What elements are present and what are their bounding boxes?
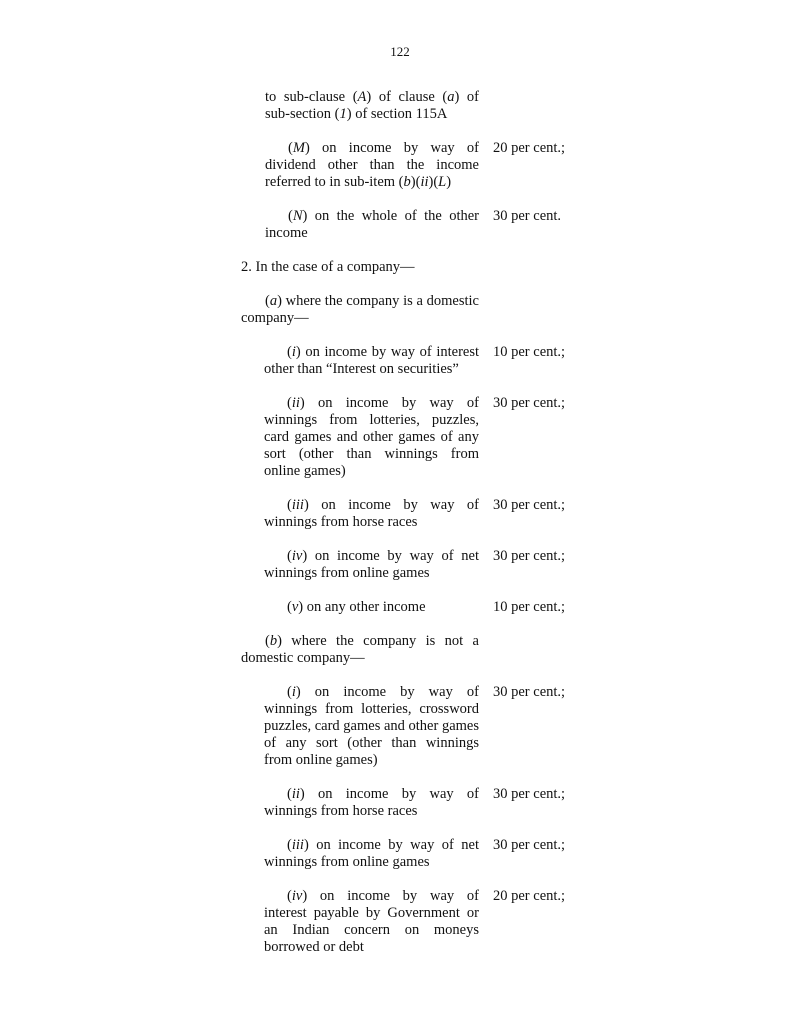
italic-ref: i xyxy=(291,344,296,360)
italic-ref: 1 xyxy=(339,106,347,122)
entry-text xyxy=(241,633,479,667)
entry-a-i xyxy=(0,344,800,378)
rate-value: 30 per cent.; xyxy=(493,684,566,700)
text-run: )( xyxy=(410,174,421,190)
italic-ref: ii xyxy=(291,395,300,411)
italic-ref: iii xyxy=(291,837,304,853)
italic-ref: i xyxy=(291,684,296,700)
italic-ref: a xyxy=(269,293,278,309)
rate-value: 30 per cent.; xyxy=(493,548,566,564)
entry-a-v xyxy=(0,599,800,616)
text-run: ) on income by way of net winnings from online games xyxy=(264,548,479,581)
entry-text xyxy=(265,140,479,191)
text-run: ) on income by way of net winnings from online games xyxy=(264,837,479,870)
text-run: ( xyxy=(288,208,293,224)
entry-text xyxy=(264,684,479,769)
entry-cont xyxy=(0,89,800,123)
italic-ref: b xyxy=(403,174,411,190)
text-run: ) on income by way of winnings from lotteries, crossword puzzles, card games and other games of any sort (other than winnings from online games) xyxy=(264,684,479,768)
italic-ref: ii xyxy=(420,174,429,190)
italic-ref: A xyxy=(357,89,367,105)
text-run: ) xyxy=(446,174,452,190)
entry-b-ii xyxy=(0,786,800,820)
text-run: ( xyxy=(287,684,292,700)
rate-value: 10 per cent.; xyxy=(493,599,566,615)
rate-value: 30 per cent.; xyxy=(493,395,566,411)
text-run: ) on income by way of winnings from lotteries, puzzles, card games and other games of any sort (other than winnings from online games) xyxy=(264,395,479,479)
italic-ref: N xyxy=(292,208,303,224)
text-run: ( xyxy=(265,293,270,309)
text-run: ) where the company is not a domestic company— xyxy=(241,633,479,666)
italic-ref: a xyxy=(447,89,455,105)
entry-text xyxy=(264,837,479,871)
text-run: ( xyxy=(288,140,293,156)
italic-ref: iii xyxy=(291,497,304,513)
entry-text xyxy=(265,89,479,123)
entry-N xyxy=(0,208,800,242)
entry-b-i xyxy=(0,684,800,769)
entry-text xyxy=(241,259,479,276)
entry-b-iii xyxy=(0,837,800,871)
text-run: ( xyxy=(287,497,292,513)
italic-ref: iv xyxy=(291,888,303,904)
text-run: ) on income by way of winnings from horse races xyxy=(264,786,479,819)
text-run: ) on the whole of the other income xyxy=(265,208,479,241)
rate-value: 20 per cent.; xyxy=(493,140,566,156)
italic-ref: ii xyxy=(291,786,300,802)
entry-b xyxy=(0,633,800,667)
text-run: ) on income by way of interest payable by Government or an Indian concern on moneys borrowed or debt xyxy=(264,888,479,955)
entry-text xyxy=(264,888,479,956)
entry-M xyxy=(0,140,800,191)
entry-a-iv xyxy=(0,548,800,582)
text-run: to sub-clause ( xyxy=(265,89,358,105)
italic-ref: b xyxy=(269,633,278,649)
rate-value: 30 per cent.; xyxy=(493,786,566,802)
text-run: ) on income by way of winnings from horse races xyxy=(264,497,479,530)
entry-text xyxy=(265,208,479,242)
text-run: ( xyxy=(287,837,292,853)
text-run: ) on any other income xyxy=(298,599,426,615)
entry-text xyxy=(264,344,479,378)
text-run: ) of section 115A xyxy=(346,106,448,122)
text-run: ) where the company is a domestic company— xyxy=(241,293,479,326)
entry-text xyxy=(241,293,479,327)
text-run: 2. In the case of a company— xyxy=(241,259,415,275)
rate-value: 30 per cent. xyxy=(493,208,562,224)
italic-ref: L xyxy=(438,174,447,190)
text-run: ( xyxy=(287,599,292,615)
text-run: ( xyxy=(287,395,292,411)
entry-text xyxy=(264,497,479,531)
text-run: ) on income by way of dividend other than the income referred to in sub-item ( xyxy=(265,140,479,190)
tax-rate-entries xyxy=(0,89,800,973)
rate-value: 30 per cent.; xyxy=(493,497,566,513)
rate-value: 30 per cent.; xyxy=(493,837,566,853)
text-run: ( xyxy=(287,344,292,360)
text-run: ( xyxy=(287,888,292,904)
entry-text xyxy=(264,786,479,820)
entry-a-ii xyxy=(0,395,800,480)
text-run: )( xyxy=(428,174,439,190)
text-run: ) of clause ( xyxy=(366,89,448,105)
italic-ref: M xyxy=(292,140,305,156)
entry-text xyxy=(264,395,479,480)
text-run: ( xyxy=(287,786,292,802)
italic-ref: iv xyxy=(291,548,303,564)
text-run: ( xyxy=(287,548,292,564)
entry-company xyxy=(0,259,800,276)
entry-text xyxy=(264,548,479,582)
text-run: ) on income by way of interest other than “Interest on securities” xyxy=(264,344,479,377)
entry-text xyxy=(264,599,479,616)
text-run: ( xyxy=(265,633,270,649)
italic-ref: v xyxy=(291,599,299,615)
entry-a xyxy=(0,293,800,327)
text-run: ) of sub-section ( xyxy=(265,89,479,122)
rate-value: 20 per cent.; xyxy=(493,888,566,904)
entry-a-iii xyxy=(0,497,800,531)
page-number: 122 xyxy=(390,44,410,59)
rate-value: 10 per cent.; xyxy=(493,344,566,360)
entry-b-iv xyxy=(0,888,800,956)
